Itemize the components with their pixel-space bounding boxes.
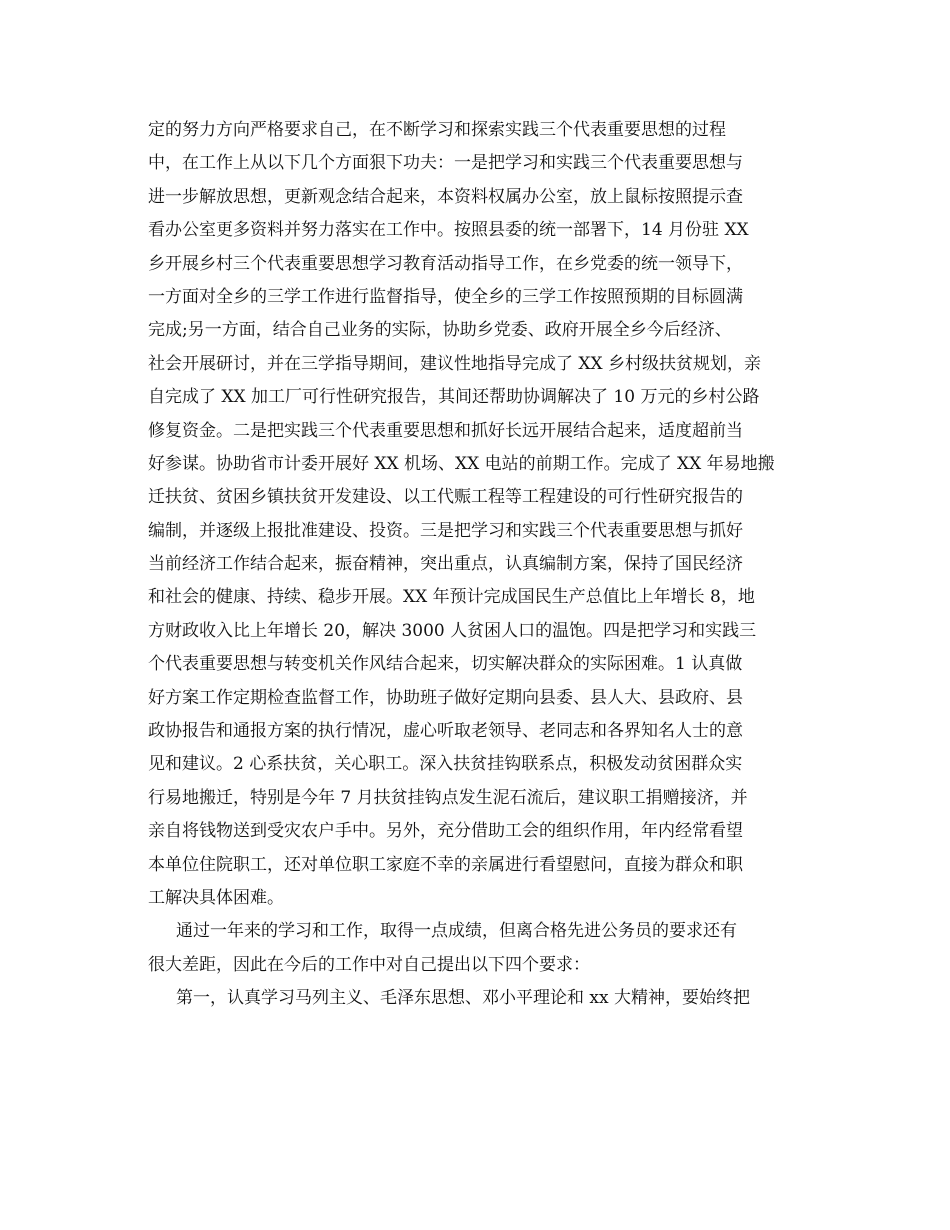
paragraph — [148, 915, 808, 982]
text-line: 迁扶贫、贫困乡镇扶贫开发建设、以工代赈工程等工程建设的可行性研究报告的 — [148, 487, 743, 508]
text-line: 定的努力方向严格要求自己，在不断学习和探索实践三个代表重要思想的过程 — [148, 120, 726, 140]
text-line: 亲自将钱物送到受灾农户手中。另外，充分借助工会的组织作用，年内经常看望 — [148, 821, 743, 842]
text-line: 完成;另一方面，结合自己业务的实际，协助乡党委、政府开展全乡今后经济、 — [148, 320, 732, 341]
text-line: 乡开展乡村三个代表重要思想学习教育活动指导工作，在乡党委的统一领导下， — [148, 253, 743, 274]
text-line: 很大差距，因此在今后的工作中对自己提出以下四个要求： — [148, 954, 590, 975]
text-line: 好方案工作定期检查监督工作，协助班子做好定期向县委、县人大、县政府、县 — [148, 687, 743, 708]
text-line: 政协报告和通报方案的执行情况，虚心听取老领导、老同志和各界知名人士的意 — [148, 721, 743, 742]
text-line: 通过一年来的学习和工作，取得一点成绩，但离合格先进公务员的要求还有 — [176, 921, 737, 942]
text-line: 工解决具体困难。 — [148, 887, 284, 908]
text-line: 本单位住院职工，还对单位职工家庭不幸的亲属进行看望慰问，直接为群众和职 — [148, 854, 743, 875]
text-line: 见和建议。2 心系扶贫，关心职工。深入扶贫挂钩联系点，积极发动贫困群众实 — [148, 754, 743, 775]
text-line: 行易地搬迁，特别是今年 7 月扶贫挂钩点发生泥石流后，建议职工捐赠接济，并 — [148, 787, 748, 808]
text-line: 进一步解放思想，更新观念结合起来，本资料权属办公室，放上鼠标按照提示查 — [148, 186, 743, 207]
text-line: 好参谋。协助省市计委开展好 XX 机场、XX 电站的前期工作。完成了 XX 年易地搬 — [148, 453, 775, 474]
text-line: 中，在工作上从以下几个方面狠下功夫：一是把学习和实践三个代表重要思想与 — [148, 153, 743, 174]
text-line: 和社会的健康、持续、稳步开展。XX 年预计完成国民生产总值比上年增长 8，地 — [148, 587, 755, 608]
paragraph — [148, 982, 808, 1015]
text-line: 社会开展研讨，并在三学指导期间，建议性地指导完成了 XX 乡村级扶贫规划，亲 — [148, 353, 762, 374]
text-line: 第一，认真学习马列主义、毛泽东思想、邓小平理论和 xx 大精神，要始终把 — [176, 988, 750, 1009]
paragraph — [148, 114, 808, 915]
document-body — [148, 114, 808, 1016]
text-line: 一方面对全乡的三学工作进行监督指导，使全乡的三学工作按照预期的目标圆满 — [148, 286, 743, 307]
text-line: 个代表重要思想与转变机关作风结合起来，切实解决群众的实际困难。1 认真做 — [148, 654, 743, 675]
text-line: 方财政收入比上年增长 20，解决 3000 人贫困人口的温饱。四是把学习和实践三 — [148, 620, 757, 641]
text-line: 编制，并逐级上报批准建设、投资。三是把学习和实践三个代表重要思想与抓好 — [148, 520, 743, 541]
text-line: 修复资金。二是把实践三个代表重要思想和抓好长远开展结合起来，适度超前当 — [148, 420, 743, 441]
text-line: 看办公室更多资料并努力落实在工作中。按照县委的统一部署下，14 月份驻 XX — [148, 220, 749, 241]
text-line: 自完成了 XX 加工厂可行性研究报告，其间还帮助协调解决了 10 万元的乡村公路 — [148, 387, 760, 408]
text-line: 当前经济工作结合起来，振奋精神，突出重点，认真编制方案，保持了国民经济 — [148, 554, 743, 575]
